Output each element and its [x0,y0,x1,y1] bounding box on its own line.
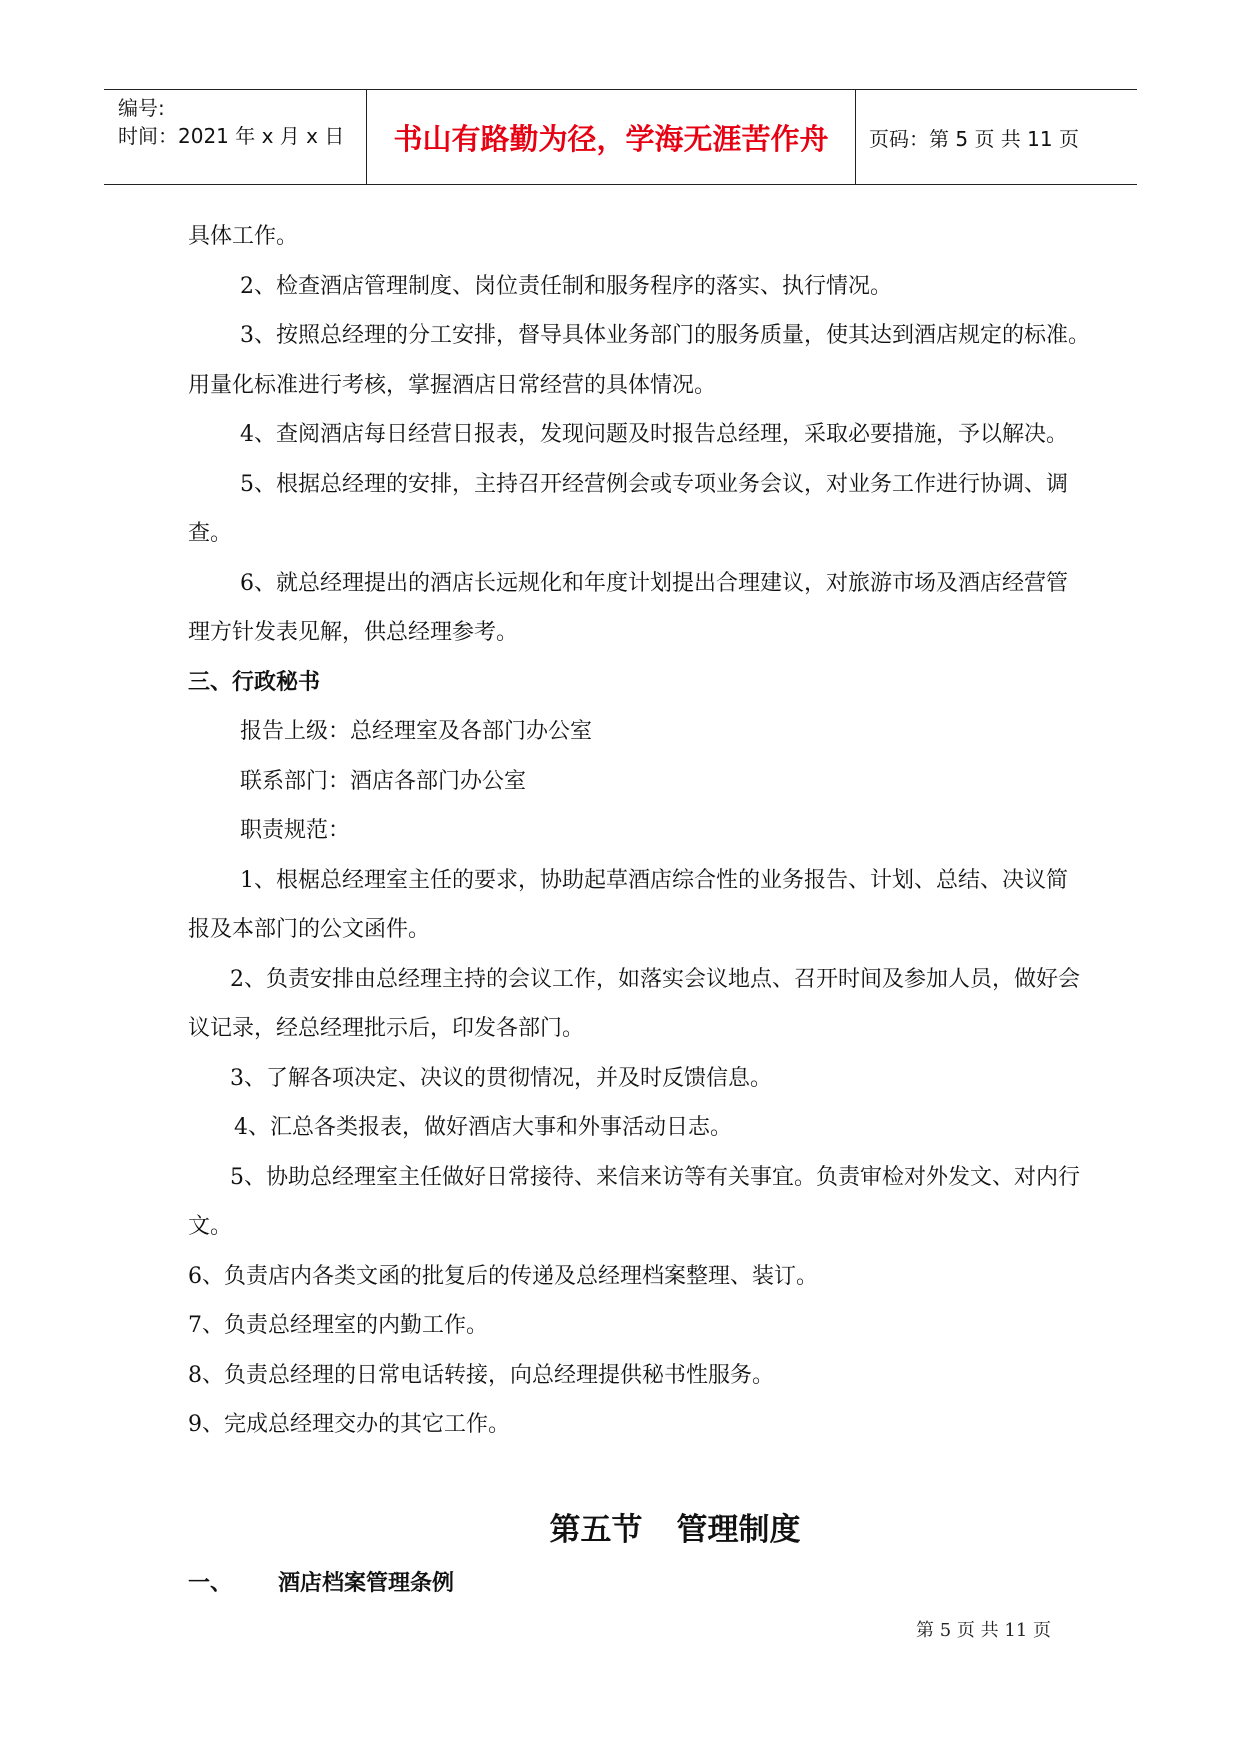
serial-label: 编号: [118,96,165,120]
list-item-continued: 文。 [188,1214,233,1239]
list-item: 8、负责总经理的日常电话转接，向总经理提供秘书性服务。 [188,1362,774,1388]
paragraph: 6、就总经理提出的酒店长远规化和年度计划提出合理建议，对旅游市场及酒店经营管 [240,570,1068,596]
list-item: 2、负责安排由总经理主持的会议工作，如落实会议地点、召开时间及参加人员，做好会 [230,966,1080,992]
section-title [0,1504,1241,1549]
paragraph: 具体工作。 [188,224,299,249]
header-motto: 书山有路勤为径，学海无涯苦作舟 [393,121,829,156]
list-item: 4、汇总各类报表，做好酒店大事和外事活动日志。 [234,1115,732,1140]
section-heading: 三、行政秘书 [188,669,321,695]
sub-title-text: 酒店档案管理条例 [278,1571,455,1596]
duties-label: 职责规范： [240,818,351,843]
list-item: 5、协助总经理室主任做好日常接待、来信来访等有关事宜。负责审检对外发文、对内行 [230,1164,1080,1190]
list-item-continued: 报及本部门的公文函件。 [188,917,431,942]
paragraph: 4、查阅酒店每日经营日报表，发现问题及时报告总经理，采取必要措施，予以解决。 [240,422,1068,447]
paragraph: 3、按照总经理的分工安排，督导具体业务部门的服务质量，使其达到酒店规定的标准。 [240,323,1090,348]
sub-title [188,1566,454,1597]
contact-dept-line: 联系部门：酒店各部门办公室 [240,768,527,794]
header-page-label: 页码：第 5 页 共 11 页 [869,126,1079,151]
header-meta [118,94,344,150]
page-header [104,89,1137,185]
page-footer: 第 5 页 共 11 页 [916,1620,1051,1641]
document-body [188,212,1186,1450]
sub-title-number: 一、 [188,1571,233,1596]
list-item: 7、负责总经理室的内勤工作。 [188,1313,488,1338]
list-item: 6、负责店内各类文函的批复后的传递及总经理档案整理、装订。 [188,1263,818,1289]
report-to-line: 报告上级：总经理室及各部门办公室 [240,719,593,744]
time-label: 时间：2021 年 x 月 x 日 [118,124,345,148]
list-item-continued: 议记录，经总经理批示后，印发各部门。 [188,1016,585,1041]
paragraph: 理方针发表见解，供总经理参考。 [188,620,519,645]
list-item: 3、了解各项决定、决议的贯彻情况，并及时反馈信息。 [230,1065,772,1091]
list-item: 1、根椐总经理室主任的要求，协助起草酒店综合性的业务报告、计划、总结、决议简 [240,867,1068,893]
list-item: 9、完成总经理交办的其它工作。 [188,1412,510,1437]
paragraph: 5、根据总经理的安排，主持召开经营例会或专项业务会议，对业务工作进行协调、调 [240,471,1068,497]
paragraph: 用量化标准进行考核，掌握酒店日常经营的具体情况。 [188,372,717,398]
section-title-text: 管理制度 [676,1512,801,1548]
paragraph: 2、检查酒店管理制度、岗位责任制和服务程序的落实、执行情况。 [240,273,892,299]
header-divider-right [855,90,856,184]
paragraph: 查。 [188,521,233,546]
section-title-number: 第五节 [549,1512,643,1548]
